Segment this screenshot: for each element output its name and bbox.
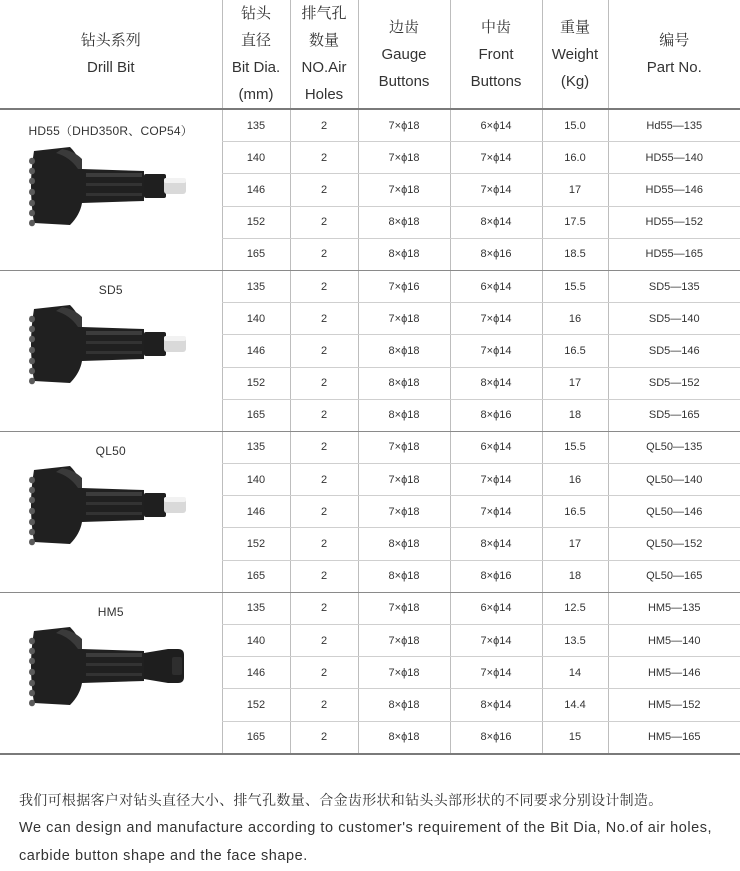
weight-cell: 17 [542,174,608,206]
front-buttons-cell: 7×ϕ14 [450,335,542,367]
air-holes-cell: 2 [290,174,358,206]
part-no-cell: QL50—152 [608,528,740,560]
hm5-drill-bit-icon [0,625,222,709]
header-text-line: Gauge [381,45,427,63]
part-no-cell: HM5—152 [608,689,740,721]
part-no-cell: QL50—165 [608,560,740,592]
header-text-line: 直径 [240,32,271,49]
table-row [0,431,740,463]
air-holes-cell: 2 [290,721,358,754]
gauge-buttons-cell: 7×ϕ18 [358,142,450,174]
series-cell [0,431,222,592]
weight-cell: 18 [542,399,608,431]
part-no-cell: SD5—146 [608,335,740,367]
header-text-line: Buttons [470,72,522,90]
gauge-buttons-cell: 8×ϕ18 [358,238,450,270]
header-text-line: 编号 [659,32,690,49]
table-row [0,109,740,142]
bit-dia-cell: 165 [222,560,290,592]
part-no-cell: Hd55—135 [608,109,740,142]
header-text-line: (mm) [238,86,274,103]
bit-dia-cell: 135 [222,109,290,142]
weight-cell: 18 [542,560,608,592]
gauge-buttons-cell: 7×ϕ18 [358,592,450,624]
weight-cell: 15.0 [542,109,608,142]
air-holes-cell: 2 [290,109,358,142]
gauge-buttons-cell: 8×ϕ18 [358,528,450,560]
header-text-line: 边齿 [388,18,419,36]
header-text-line: 中齿 [480,18,511,36]
bit-dia-cell: 146 [222,496,290,528]
note-english-line-2: carbide button shape and the face shape. [19,848,308,864]
bit-dia-cell: 135 [222,431,290,463]
gauge-buttons-cell: 7×ϕ18 [358,464,450,496]
header-text-line: Drill Bit [87,59,135,76]
hd55-drill-bit-icon [0,145,222,229]
weight-cell: 15.5 [542,270,608,302]
bit-dia-cell: 135 [222,592,290,624]
part-no-cell: SD5—135 [608,270,740,302]
front-buttons-cell: 7×ϕ14 [450,464,542,496]
header-part-no [608,0,740,109]
part-no-cell: HD55—165 [608,238,740,270]
air-holes-cell: 2 [290,399,358,431]
front-buttons-cell: 7×ϕ14 [450,496,542,528]
front-buttons-cell: 7×ϕ14 [450,657,542,689]
header-text-line: 数量 [308,32,339,49]
part-no-cell: HM5—140 [608,625,740,657]
header-text-line: (Kg) [560,72,590,90]
header-text-line: Front [478,45,514,63]
weight-cell: 16.0 [542,142,608,174]
part-no-cell: HM5—146 [608,657,740,689]
air-holes-cell: 2 [290,431,358,463]
air-holes-cell: 2 [290,303,358,335]
weight-cell: 17.5 [542,206,608,238]
weight-cell: 18.5 [542,238,608,270]
weight-cell: 14 [542,657,608,689]
air-holes-cell: 2 [290,335,358,367]
air-holes-cell: 2 [290,528,358,560]
weight-cell: 16 [542,303,608,335]
bit-dia-cell: 165 [222,721,290,754]
notes-section [19,786,734,870]
front-buttons-cell: 8×ϕ16 [450,560,542,592]
bit-dia-cell: 152 [222,206,290,238]
air-holes-cell: 2 [290,142,358,174]
bit-dia-cell: 152 [222,367,290,399]
header-text-line: Bit Dia. [231,59,281,76]
header-bit-dia [222,0,290,109]
weight-cell: 12.5 [542,592,608,624]
series-cell [0,109,222,270]
header-air-holes [290,0,358,109]
air-holes-cell: 2 [290,657,358,689]
bit-dia-cell: 146 [222,335,290,367]
front-buttons-cell: 8×ϕ16 [450,238,542,270]
header-weight [542,0,608,109]
bit-dia-cell: 140 [222,464,290,496]
gauge-buttons-cell: 7×ϕ18 [358,303,450,335]
gauge-buttons-cell: 7×ϕ18 [358,431,450,463]
bit-dia-cell: 146 [222,657,290,689]
series-name: QL50 [95,443,126,458]
air-holes-cell: 2 [290,270,358,302]
header-front-buttons [450,0,542,109]
series-cell [0,270,222,431]
front-buttons-cell: 7×ϕ14 [450,625,542,657]
bit-dia-cell: 140 [222,625,290,657]
weight-cell: 16.5 [542,335,608,367]
sd5-drill-bit-icon [0,303,222,387]
gauge-buttons-cell: 7×ϕ18 [358,109,450,142]
gauge-buttons-cell: 7×ϕ16 [358,270,450,302]
weight-cell: 16.5 [542,496,608,528]
header-text-line: NO.Air [301,59,347,76]
front-buttons-cell: 7×ϕ14 [450,303,542,335]
gauge-buttons-cell: 7×ϕ18 [358,496,450,528]
header-text-line: Holes [304,86,344,103]
bit-dia-cell: 135 [222,270,290,302]
header-text-line: 钻头系列 [80,32,141,49]
ql50-drill-bit-icon [0,464,222,548]
front-buttons-cell: 6×ϕ14 [450,592,542,624]
header-text-line: Part No. [646,59,702,76]
front-buttons-cell: 7×ϕ14 [450,174,542,206]
part-no-cell: HD55—140 [608,142,740,174]
gauge-buttons-cell: 8×ϕ18 [358,206,450,238]
front-buttons-cell: 6×ϕ14 [450,270,542,302]
header-text-line: 钻头 [240,5,271,22]
front-buttons-cell: 6×ϕ14 [450,431,542,463]
front-buttons-cell: 6×ϕ14 [450,109,542,142]
table-header-row [0,0,740,109]
header-text-line: 重量 [559,18,590,36]
front-buttons-cell: 8×ϕ14 [450,206,542,238]
weight-cell: 17 [542,367,608,399]
header-gauge-buttons [358,0,450,109]
header-text-line: Buttons [378,72,430,90]
gauge-buttons-cell: 8×ϕ18 [358,367,450,399]
bit-dia-cell: 152 [222,528,290,560]
bit-dia-cell: 140 [222,142,290,174]
air-holes-cell: 2 [290,560,358,592]
series-name: HM5 [97,604,124,619]
air-holes-cell: 2 [290,206,358,238]
weight-cell: 15.5 [542,431,608,463]
gauge-buttons-cell: 7×ϕ18 [358,625,450,657]
air-holes-cell: 2 [290,238,358,270]
gauge-buttons-cell: 7×ϕ18 [358,657,450,689]
gauge-buttons-cell: 8×ϕ18 [358,689,450,721]
gauge-buttons-cell: 8×ϕ18 [358,335,450,367]
weight-cell: 15 [542,721,608,754]
air-holes-cell: 2 [290,464,358,496]
air-holes-cell: 2 [290,367,358,399]
header-text-line: Weight [551,45,599,63]
part-no-cell: QL50—135 [608,431,740,463]
weight-cell: 13.5 [542,625,608,657]
front-buttons-cell: 8×ϕ16 [450,399,542,431]
bit-dia-cell: 152 [222,689,290,721]
part-no-cell: QL50—140 [608,464,740,496]
series-name: SD5 [98,282,123,297]
bit-dia-cell: 146 [222,174,290,206]
bit-dia-cell: 140 [222,303,290,335]
part-no-cell: SD5—165 [608,399,740,431]
front-buttons-cell: 8×ϕ14 [450,528,542,560]
gauge-buttons-cell: 7×ϕ18 [358,174,450,206]
header-drill-bit [0,0,222,109]
bit-dia-cell: 165 [222,238,290,270]
front-buttons-cell: 7×ϕ14 [450,142,542,174]
series-cell [0,592,222,753]
weight-cell: 17 [542,528,608,560]
air-holes-cell: 2 [290,689,358,721]
header-text-line: 排气孔 [301,5,347,22]
note-chinese: 我们可根据客户对钻头直径大小、排气孔数量、合金齿形状和钻头头部形状的不同要求分别设计制造。 [19,792,663,808]
front-buttons-cell: 8×ϕ14 [450,367,542,399]
part-no-cell: HD55—146 [608,174,740,206]
series-name: HD55（DHD350R、COP54） [28,124,194,138]
part-no-cell: HD55—152 [608,206,740,238]
weight-cell: 14.4 [542,689,608,721]
front-buttons-cell: 8×ϕ14 [450,689,542,721]
note-english-line-1: We can design and manufacture according to customer's requirement of the Bit Dia, No.of air holes, [19,820,713,836]
gauge-buttons-cell: 8×ϕ18 [358,721,450,754]
table-row [0,592,740,624]
air-holes-cell: 2 [290,592,358,624]
gauge-buttons-cell: 8×ϕ18 [358,560,450,592]
air-holes-cell: 2 [290,496,358,528]
part-no-cell: SD5—152 [608,367,740,399]
air-holes-cell: 2 [290,625,358,657]
gauge-buttons-cell: 8×ϕ18 [358,399,450,431]
table-row [0,270,740,302]
weight-cell: 16 [542,464,608,496]
part-no-cell: QL50—146 [608,496,740,528]
bit-dia-cell: 165 [222,399,290,431]
part-no-cell: HM5—165 [608,721,740,754]
front-buttons-cell: 8×ϕ16 [450,721,542,754]
part-no-cell: HM5—135 [608,592,740,624]
part-no-cell: SD5—140 [608,303,740,335]
table-body [0,109,740,754]
